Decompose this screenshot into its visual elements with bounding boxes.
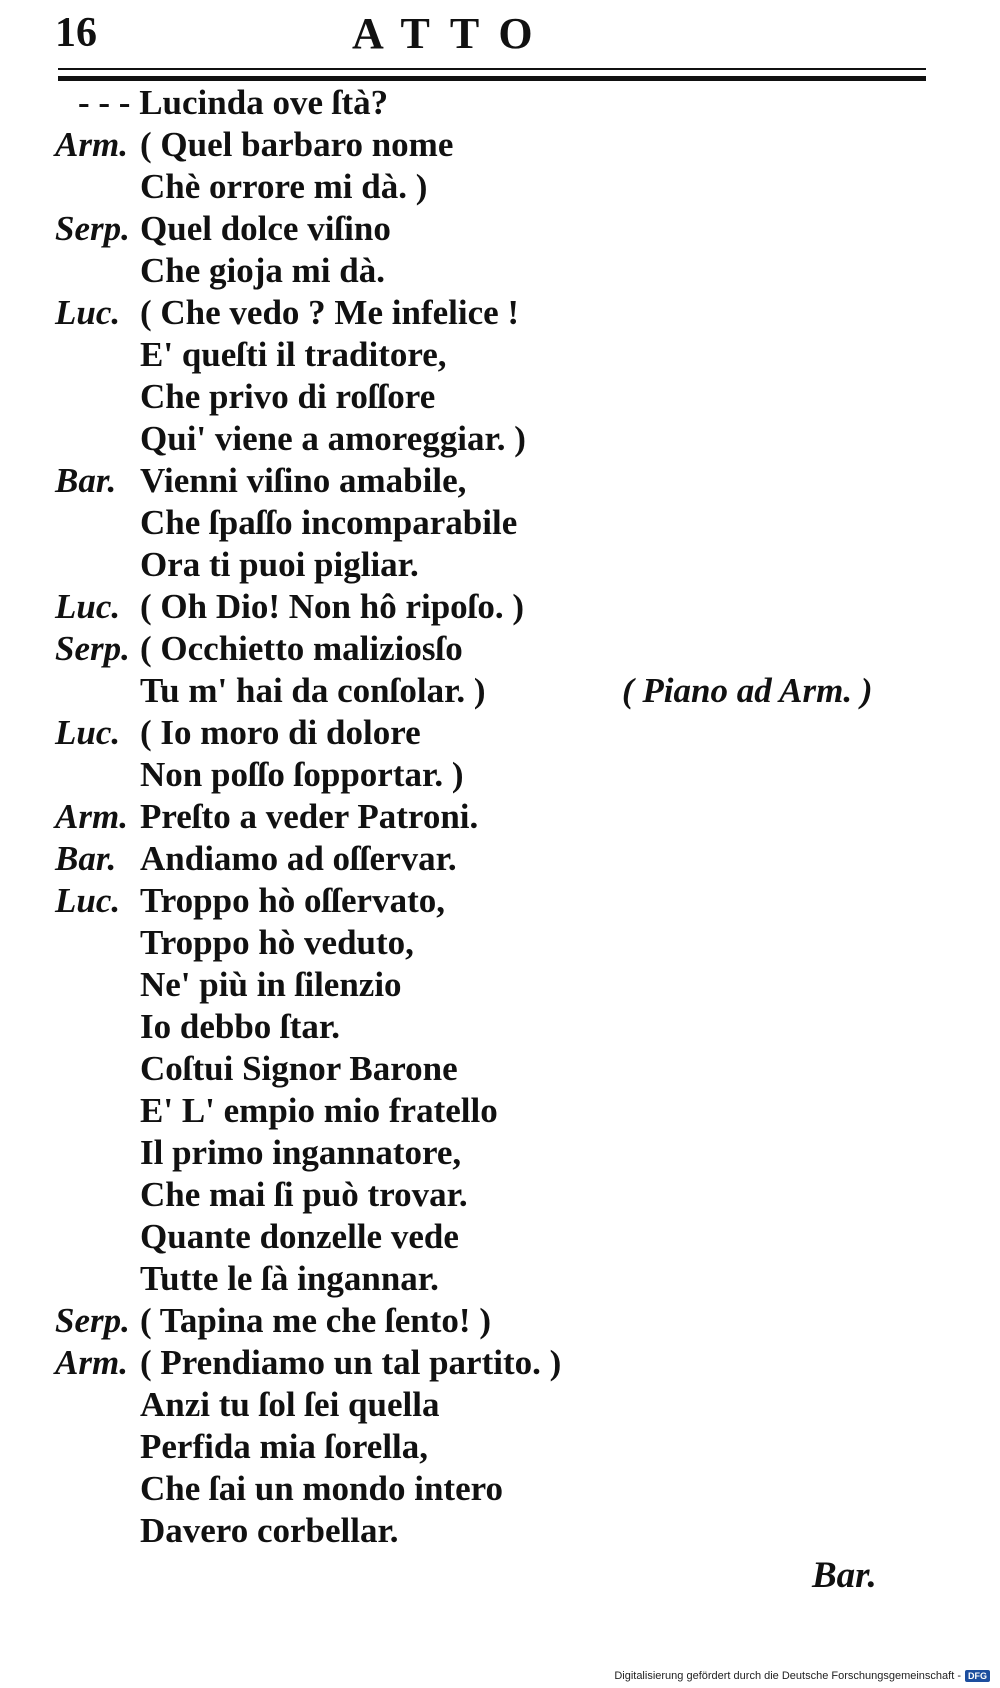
verse-line	[0, 1426, 1000, 1468]
verse-line	[0, 124, 1000, 166]
verse-line	[0, 460, 1000, 502]
verse-text: Andiamo ad oſſervar.	[140, 839, 457, 878]
verse-line	[0, 1048, 1000, 1090]
speaker-label: Arm.	[55, 1343, 128, 1382]
verse-line	[0, 754, 1000, 796]
verse-text: ( Occhietto maliziosſo	[140, 629, 463, 668]
verse-line	[0, 292, 1000, 334]
speaker-label: Luc.	[55, 881, 121, 920]
running-head: ATTO	[352, 9, 553, 58]
verse-text: ( Oh Dio! Non hô ripoſo. )	[140, 587, 525, 626]
speaker-label: Serp.	[55, 1301, 130, 1340]
speaker-label: Luc.	[55, 713, 121, 752]
verse-line	[0, 1300, 1000, 1342]
verse-text: Che mai ſi può trovar.	[140, 1175, 468, 1214]
verse-text: ( Quel barbaro nome	[140, 125, 454, 164]
verse-text: Coſtui Signor Barone	[140, 1049, 458, 1088]
verse-text: Che ſai un mondo intero	[140, 1469, 504, 1508]
speaker-label: Bar.	[55, 461, 117, 500]
verse-line	[0, 964, 1000, 1006]
verse-line	[0, 1468, 1000, 1510]
verse-line	[0, 1384, 1000, 1426]
verse-line	[0, 838, 1000, 880]
verse-text: Davero corbellar.	[140, 1511, 399, 1550]
verse-text: Che gioja mi dà.	[140, 251, 385, 290]
verse-line	[0, 376, 1000, 418]
verse-text: Ora ti puoi pigliar.	[140, 545, 419, 584]
speaker-label: Serp.	[55, 629, 130, 668]
verse-text: E' L' empio mio fratello	[140, 1091, 498, 1130]
verse-text: Troppo hò veduto,	[140, 923, 414, 962]
verse-line	[0, 208, 1000, 250]
verse-line	[0, 880, 1000, 922]
dfg-logo-icon: DFG	[965, 1670, 990, 1682]
verse-line	[0, 334, 1000, 376]
speaker-label: Serp.	[55, 209, 130, 248]
verse-text: Quel dolce viſino	[140, 209, 391, 248]
verse-text: Preſto a veder Patroni.	[140, 797, 479, 836]
verse-line	[0, 1216, 1000, 1258]
page-number: 16	[55, 10, 97, 56]
verse-text: Quante donzelle vede	[140, 1217, 459, 1256]
speaker-label: Bar.	[55, 839, 117, 878]
verse-line	[0, 1006, 1000, 1048]
verse-text: Troppo hò oſſervato,	[140, 881, 445, 920]
verse-text: Ne' più in ſilenzio	[140, 965, 402, 1004]
verse-line	[0, 544, 1000, 586]
verse-text: Chè orrore mi dà. )	[140, 167, 428, 206]
speaker-label: Luc.	[55, 587, 121, 626]
verse-line	[0, 1510, 1000, 1552]
stage-direction: ( Piano ad Arm. )	[622, 671, 873, 710]
libretto-text	[0, 82, 1000, 1552]
verse-line	[0, 1342, 1000, 1384]
speaker-label: Arm.	[55, 125, 128, 164]
verse-text: ( Tapina me che ſento! )	[140, 1301, 491, 1340]
verse-text: Perfida mia ſorella,	[140, 1427, 429, 1466]
catchword: Bar.	[812, 1555, 877, 1596]
verse-text: Anzi tu ſol ſei quella	[140, 1385, 440, 1424]
verse-line	[0, 82, 1000, 124]
verse-line	[0, 166, 1000, 208]
verse-line	[0, 670, 1000, 712]
verse-line	[0, 712, 1000, 754]
verse-line	[0, 628, 1000, 670]
verse-line	[0, 502, 1000, 544]
verse-text: Tutte le ſà ingannar.	[140, 1259, 439, 1298]
verse-line	[0, 250, 1000, 292]
verse-text: Che ſpaſſo incomparabile	[140, 503, 518, 542]
header-rule-thin	[58, 68, 926, 70]
verse-text: E' queſti il traditore,	[140, 335, 447, 374]
verse-line	[0, 922, 1000, 964]
verse-text: Vienni viſino amabile,	[140, 461, 467, 500]
verse-line	[0, 1090, 1000, 1132]
verse-text: ( Io moro di dolore	[140, 713, 421, 752]
speaker-label: Arm.	[55, 797, 128, 836]
verse-text: - - - Lucinda ove ſtà?	[78, 83, 389, 122]
verse-text: Tu m' hai da conſolar. )	[140, 671, 486, 710]
verse-text: ( Che vedo ? Me infelice !	[140, 293, 520, 332]
verse-line	[0, 1132, 1000, 1174]
verse-line	[0, 796, 1000, 838]
verse-text: Qui' viene a amoreggiar. )	[140, 419, 526, 458]
verse-text: Io debbo ſtar.	[140, 1007, 341, 1046]
digitization-footer	[614, 1670, 990, 1682]
verse-line	[0, 1174, 1000, 1216]
header-rule-thick	[58, 76, 926, 81]
verse-text: ( Prendiamo un tal partito. )	[140, 1343, 562, 1382]
speaker-label: Luc.	[55, 293, 121, 332]
verse-text: Non poſſo ſopportar. )	[140, 755, 464, 794]
footer-credit: Digitalisierung gefördert durch die Deutsche Forschungsgemeinschaft -	[614, 1670, 961, 1682]
verse-line	[0, 1258, 1000, 1300]
verse-text: Che privo di roſſore	[140, 377, 436, 416]
verse-line	[0, 586, 1000, 628]
verse-text: Il primo ingannatore,	[140, 1133, 462, 1172]
verse-line	[0, 418, 1000, 460]
